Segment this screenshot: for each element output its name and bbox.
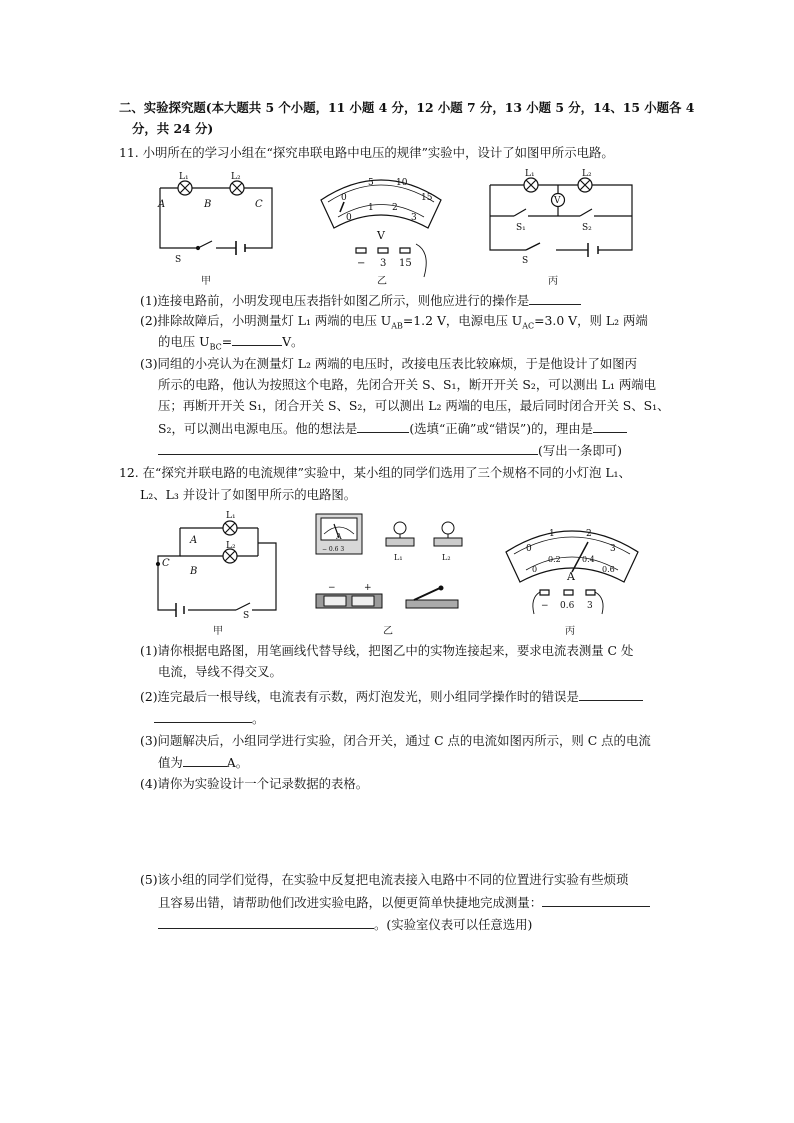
q12-ammeter-dial (502, 524, 642, 624)
q12-p3-line1: (3)问题解决后，小组同学进行实验，闭合开关，通过 C 点的电流如图丙所示，则 C 点的电流 (140, 733, 651, 748)
battery-plus: + (364, 583, 372, 593)
bottom-scale-0: 0 (346, 213, 352, 223)
sub-BC: BC (209, 342, 222, 352)
q12-stem-cont: L₂、L₃ 并设计了如图甲所示的电路图。 (140, 487, 357, 502)
label-A: A (158, 199, 166, 210)
q12-p5-line2 (158, 894, 650, 911)
answer-blank[interactable] (158, 442, 538, 455)
q11-p2-text: V。 (282, 334, 304, 349)
q12-p1-line2: 电流，导线不得交叉。 (158, 664, 282, 679)
answer-blank[interactable] (579, 688, 643, 701)
label-C: C (162, 558, 170, 569)
q11-p3-line5 (158, 442, 622, 459)
label-L1: L₁ (525, 169, 535, 179)
label-S: S (175, 255, 182, 265)
q11-p3-text: (写出一条即可) (538, 443, 623, 458)
q11-fig-bing (486, 170, 636, 270)
bottom-scale-0.6: 0.6 (602, 565, 615, 574)
q11-fig-bing-caption: 丙 (548, 276, 558, 287)
q12-p1-line1: (1)请你根据电路图，用笔画线代替导线，把图乙中的实物连接起来，要求电流表测量 C 处 (140, 643, 634, 658)
section-title: 二、实验探究题(本大题共 5 个小题，11 小题 4 分，12 小题 7 分，13 小题 5 分，14、15 小题各 4 (119, 100, 695, 115)
top-scale-0: 0 (341, 193, 347, 203)
label-S: S (522, 256, 529, 266)
q12-p3-text: A。 (226, 755, 249, 770)
top-scale-1: 1 (549, 529, 555, 539)
term-minus: − (541, 601, 549, 611)
label-C: C (255, 199, 263, 210)
sub-AB: AB (391, 321, 403, 331)
q12-p3-text: 值为 (158, 755, 183, 770)
label-S2: S₂ (582, 223, 592, 233)
voltmeter-V: V (554, 196, 561, 206)
q12-p5-text: 。(实验室仪表可以任意选用) (374, 917, 533, 932)
q12-p2-text: 。 (252, 711, 265, 726)
q12-fig-yi-caption: 乙 (383, 626, 393, 637)
label-B: B (204, 199, 212, 210)
term-minus: − (357, 258, 366, 269)
top-scale-10: 10 (396, 178, 408, 188)
answer-blank[interactable] (593, 420, 627, 433)
q11-p3-line4 (158, 420, 627, 437)
q11-p1-text: (1)连接电路前，小明发现电压表指针如图乙所示，则他应进行的操作是 (140, 293, 530, 308)
q11-p3-text: (选填“正确”或“错误”)的，理由是 (409, 421, 594, 436)
meter-unit-A: A (567, 570, 575, 583)
q12-fig-yi (310, 508, 480, 618)
term-0.6: 0.6 (560, 601, 575, 611)
term-3: 3 (587, 601, 593, 611)
q12-p2-line1 (140, 688, 643, 705)
answer-blank[interactable] (154, 710, 252, 723)
answer-blank[interactable] (542, 894, 650, 907)
label-L2: L₂ (226, 541, 236, 551)
top-scale-5: 5 (368, 178, 374, 188)
q12-p4: (4)请你为实验设计一个记录数据的表格。 (140, 776, 369, 791)
q12-stem: 12. 在“探究并联电路的电流规律”实验中，某小组的同学们选用了三个规格不同的小灯泡 L₁、 (119, 465, 631, 480)
q11-p2 (140, 313, 648, 334)
bottom-scale-0: 0 (532, 565, 538, 574)
q11-p1 (140, 292, 581, 309)
q12-p5-text: 且容易出错，请帮助他们改进实验电路，以便更简单快捷地完成测量： (158, 895, 543, 910)
label-L1: L₁ (394, 553, 403, 562)
label-S: S (243, 611, 250, 621)
bottom-scale-1: 1 (368, 203, 374, 213)
answer-blank[interactable] (183, 754, 227, 767)
q11-stem: 11. 小明所在的学习小组在“探究串联电路中电压的规律”实验中，设计了如图甲所示电路。 (119, 145, 614, 160)
top-scale-2: 2 (586, 529, 592, 539)
label-L2: L₂ (231, 172, 241, 182)
answer-blank[interactable] (529, 292, 581, 305)
bottom-scale-0.4: 0.4 (582, 555, 595, 564)
meter-unit-V: V (377, 229, 385, 242)
q11-p2-text: 的电压 U (158, 334, 210, 349)
q12-fig-jia-caption: 甲 (213, 626, 223, 637)
label-L1: L₁ (179, 172, 189, 182)
label-B: B (190, 566, 198, 577)
q12-p5-line1: (5)该小组的同学们觉得，在实验中反复把电流表接入电路中不同的位置进行实验有些烦琐 (140, 872, 629, 887)
label-A: A (190, 535, 198, 546)
q12-p2-text: (2)连完最后一根导线，电流表有示数，两灯泡发光，则小组同学操作时的错误是 (140, 689, 579, 704)
section-title-cont: 分，共 24 分) (132, 121, 214, 136)
q11-p2-text: (2)排除故障后，小明测量灯 L₁ 两端的电压 U (140, 313, 392, 328)
term-3: 3 (380, 258, 387, 269)
answer-blank[interactable] (357, 420, 409, 433)
label-S1: S₁ (516, 223, 526, 233)
label-L2: L₂ (582, 169, 592, 179)
answer-blank[interactable] (232, 333, 282, 346)
top-scale-3: 3 (610, 544, 616, 554)
q12-p2-line2 (154, 710, 264, 727)
bottom-scale-0.2: 0.2 (548, 555, 561, 564)
q12-fig-bing-caption: 丙 (565, 626, 575, 637)
bottom-scale-3: 3 (411, 213, 417, 223)
sub-AC: AC (522, 321, 535, 331)
q11-p3-text: S₂，可以测出电源电压。他的想法是 (158, 421, 358, 436)
meter-unit-A: A (336, 532, 342, 541)
term-15: 15 (399, 258, 412, 269)
q11-fig-yi-caption: 乙 (377, 276, 387, 287)
q11-p3-line3: 压；再断开开关 S₁，闭合开关 S、S₂，可以测出 L₂ 两端的电压，最后同时闭合开关 S、S₁、 (158, 398, 670, 413)
label-L1: L₁ (226, 511, 236, 521)
q11-p2-text: =1.2 V，电源电压 U (402, 313, 523, 328)
q11-p2-text: = (221, 334, 233, 349)
q12-p5-line3 (158, 916, 532, 933)
q11-p2-text: =3.0 V，则 L₂ 两端 (534, 313, 648, 328)
battery-minus: − (328, 583, 336, 593)
bottom-scale-2: 2 (392, 203, 398, 213)
q11-fig-jia (150, 170, 280, 270)
q11-voltmeter-dial (316, 172, 446, 272)
label-L2: L₂ (442, 553, 451, 562)
q11-p3-line1: (3)同组的小亮认为在测量灯 L₂ 两端的电压时，改接电压表比较麻烦，于是他设计了如图丙 (140, 356, 638, 371)
q12-fig-jia (150, 508, 280, 621)
q11-p3-line2: 所示的电路，他认为按照这个电路，先闭合开关 S、S₁，断开开关 S₂，可以测出 L₁ 两端电 (158, 377, 657, 392)
top-scale-0: 0 (526, 544, 532, 554)
q12-p3-line2 (158, 754, 248, 771)
answer-blank[interactable] (158, 916, 374, 929)
q11-fig-jia-caption: 甲 (201, 276, 211, 287)
q11-p2-cont (158, 333, 303, 355)
top-scale-15: 15 (421, 193, 433, 203)
meter-terminals: − 0.6 3 (322, 546, 345, 553)
